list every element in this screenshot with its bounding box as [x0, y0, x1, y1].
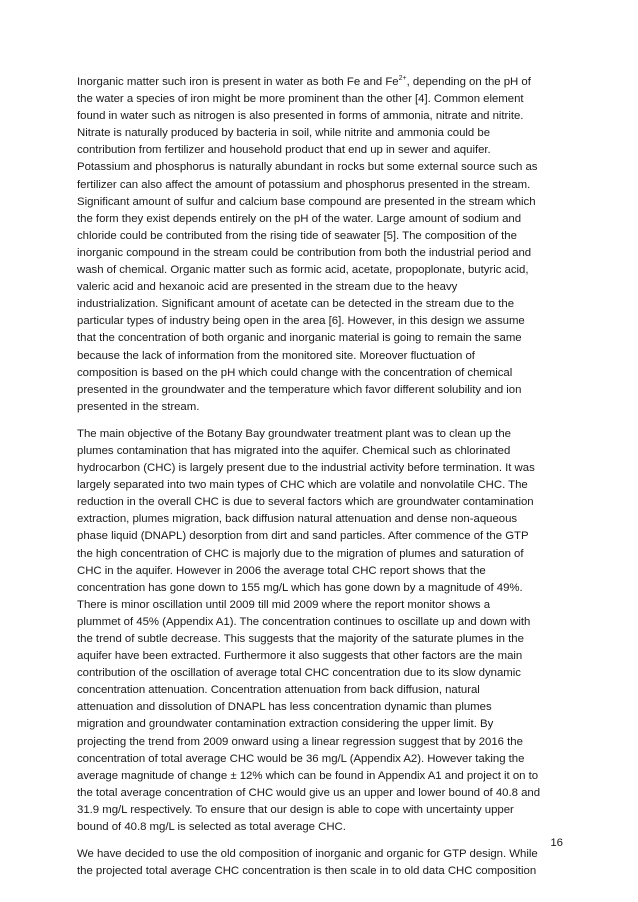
text-line — [77, 614, 561, 631]
text-line — [77, 665, 561, 682]
text-run: the total average concentration of CHC would give us an upper and lower bound of 40.8 and — [77, 786, 541, 799]
text-line — [77, 597, 561, 614]
text-run: There is minor oscillation until 2009 till mid 2009 where the report monitor shows a — [77, 598, 491, 611]
superscript-text: 2+ — [398, 75, 407, 82]
text-line — [77, 768, 561, 785]
text-run: migration and groundwater contamination extraction considering the upper limit. By — [77, 718, 494, 731]
text-run: extraction, plumes migration, back diffusion natural attenuation and dense non-aqueous — [77, 513, 518, 526]
text-run: plumes contamination that has migrated into the aquifer. Chemical such as chlorinated — [77, 444, 511, 457]
text-run: because the lack of information from the monitored site. Moreover fluctuation of — [77, 349, 475, 362]
text-line — [77, 477, 561, 494]
text-line — [77, 142, 561, 159]
text-line — [77, 108, 561, 125]
text-line — [77, 734, 561, 751]
text-run: inorganic compound in the stream could be contribution from both the industrial period and — [77, 246, 532, 259]
text-line — [77, 313, 561, 330]
text-run: fertilizer can also affect the amount of potassium and phosphorus presented in the stream. — [77, 178, 531, 191]
text-line — [77, 785, 561, 802]
text-run: particular types of industry being open in the area [6]. However, in this design we assume — [77, 315, 525, 328]
text-line — [77, 365, 561, 382]
text-run: aquifer have been extracted. Furthermore it also suggests that other factors are the main — [77, 650, 523, 663]
text-run: presented in the stream. — [77, 400, 200, 413]
text-line — [77, 159, 561, 176]
text-run: the trend of subtle decrease. This suggests that the majority of the saturate plumes in the — [77, 633, 524, 645]
text-line — [77, 699, 561, 716]
text-run: The main objective of the Botany Bay groundwater treatment plant was to clean up the — [77, 427, 511, 440]
text-run: , depending on the pH of — [406, 76, 531, 88]
text-line — [77, 819, 561, 836]
text-line — [77, 296, 561, 313]
text-line — [77, 262, 561, 279]
text-line — [77, 802, 561, 819]
text-line — [77, 716, 561, 733]
text-run: We have decided to use the old composition of inorganic and organic for GTP design. While — [77, 848, 538, 861]
text-line — [77, 399, 561, 416]
text-run: 31.9 mg/L respectively. To ensure that our design is able to cope with uncertainty upper — [77, 803, 514, 816]
text-line — [77, 177, 561, 194]
text-run: Potassium and phosphorus is naturally abundant in rocks but some external source such as — [77, 161, 538, 174]
text-line — [77, 348, 561, 365]
text-run: largely separated into two main types of CHC which are volatile and nonvolatile CHC. The — [77, 479, 528, 492]
text-run: attenuation and dissolution of DNAPL has less concentration dynamic than plumes — [77, 701, 492, 714]
text-line — [77, 846, 561, 863]
text-run: reduction in the overall CHC is due to several factors which are groundwater contamination — [77, 496, 534, 509]
body-text — [77, 74, 561, 890]
text-run: plummet of 45% (Appendix A1). The concentration continues to oscillate up and down with — [77, 615, 531, 628]
text-line — [77, 443, 561, 460]
text-line — [77, 211, 561, 228]
paragraph — [77, 74, 561, 416]
text-run: contribution of the oscillation of average total CHC concentration due to its slow dynamic — [77, 667, 521, 680]
text-run: Inorganic matter such iron is present in water as both Fe and Fe — [77, 76, 399, 88]
text-run: bound of 40.8 mg/L is selected as total average CHC. — [77, 821, 346, 834]
text-line — [77, 382, 561, 399]
text-line — [77, 751, 561, 768]
text-line — [77, 460, 561, 477]
text-run: hydrocarbon (CHC) is largely present due to the industrial activity before termination. It was — [77, 462, 535, 475]
text-run: the high concentration of CHC is majorly due to the migration of plumes and saturation of — [77, 547, 524, 560]
text-run: Significant amount of sulfur and calcium base compound are presented in the stream which — [77, 195, 536, 208]
text-run: chloride could be contributed from the rising tide of seawater [5]. The composition of the — [77, 229, 517, 242]
text-run: contribution from fertilizer and household product that end up in sewer and aquifer. — [77, 144, 491, 157]
text-run: concentration of total average CHC would be 36 mg/L (Appendix A2). However taking the — [77, 752, 525, 765]
text-run: the form they exist depends entirely on the pH of the water. Large amount of sodium and — [77, 212, 522, 225]
text-run: found in water such as nitrogen is also presented in forms of ammonia, nitrate and nitrite. — [77, 110, 524, 123]
text-run: concentration has gone down to 155 mg/L which has gone down by a magnitude of 49%. — [77, 581, 523, 594]
text-run: concentration attenuation. Concentration attenuation from back diffusion, natural — [77, 684, 480, 697]
text-run: average magnitude of change ± 12% which can be found in Appendix A1 and project it on to — [77, 769, 539, 782]
paragraph — [77, 846, 561, 880]
text-line — [77, 682, 561, 699]
text-line — [77, 546, 561, 563]
text-run: the water a species of iron might be more prominent than the other [4]. Common element — [77, 93, 524, 106]
text-line — [77, 863, 561, 880]
text-line — [77, 648, 561, 665]
text-run: the projected total average CHC concentration is then scale in to old data CHC composition — [77, 865, 537, 878]
text-run: Nitrate is naturally produced by bacteria in soil, while nitrite and ammonia could be — [77, 127, 491, 140]
text-run: composition is based on the pH which could change with the concentration of chemical — [77, 366, 513, 379]
text-line — [77, 528, 561, 545]
page-number: 16 — [550, 837, 563, 849]
text-run: wash of chemical. Organic matter such as formic acid, acetate, propoplonate, butyric acid, — [77, 264, 529, 277]
text-run: that the concentration of both organic and inorganic material is going to remain the same — [77, 332, 522, 345]
text-line — [77, 631, 561, 648]
text-line — [77, 563, 561, 580]
text-run: presented in the groundwater and the temperature which favor different solubility and ion — [77, 383, 522, 396]
text-line — [77, 279, 561, 296]
paragraph — [77, 426, 561, 836]
text-line — [77, 580, 561, 597]
text-run: industrialization. Significant amount of acetate can be detected in the stream due to the — [77, 298, 515, 311]
text-line — [77, 91, 561, 108]
text-run: phase liquid (DNAPL) desorption from dirt and sand particles. After commence of the GTP — [77, 530, 529, 543]
text-line — [77, 511, 561, 528]
text-line — [77, 330, 561, 347]
text-run: projecting the trend from 2009 onward using a linear regression suggest that by 2016 the — [77, 735, 523, 748]
text-run: valeric acid and hexanoic acid are presented in the stream due to the heavy — [77, 281, 458, 294]
text-line — [77, 494, 561, 511]
text-line — [77, 228, 561, 245]
text-line — [77, 74, 561, 91]
text-line — [77, 125, 561, 142]
text-run: CHC in the aquifer. However in 2006 the average total CHC report shows that the — [77, 564, 486, 577]
text-line — [77, 426, 561, 443]
text-line — [77, 194, 561, 211]
text-line — [77, 245, 561, 262]
